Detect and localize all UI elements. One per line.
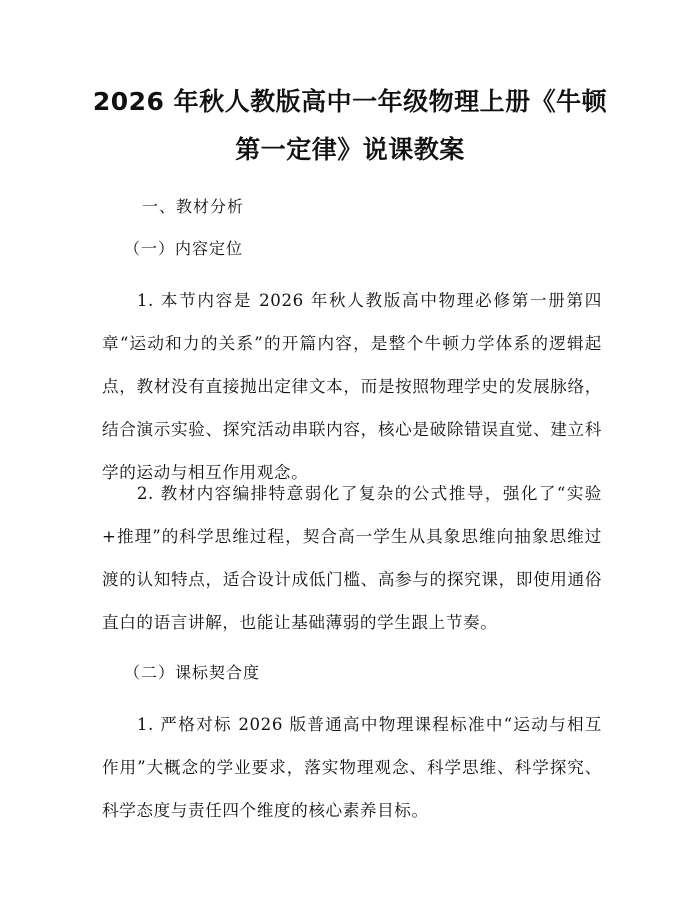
paragraph: 1. 本节内容是 2026 年秋人教版高中物理必修第一册第四章“运动和力的关系”的开篇内容，是整个牛顿力学体系的逻辑起点，教材没有直接抛出定律文本，而是按照物理学史的发展脉络，结合演示实验、探究活动串联内容，核心是破除错误直觉、建立科学的运动与相互作用观念。: [102, 291, 602, 482]
section-heading-textbook-analysis: 一、教材分析: [142, 197, 245, 216]
document-title-line-1: 2026 年秋人教版高中一年级物理上册《牛顿: [92, 87, 608, 116]
subsection-heading-curriculum-fit: （二）课标契合度: [124, 663, 261, 682]
paragraph: 1. 严格对标 2026 版普通高中物理课程标准中“运动与相互作用”大概念的学业要求，落实物理观念、科学思维、科学探究、科学态度与责任四个维度的核心素养目标。: [102, 715, 602, 820]
paragraph: 2. 教材内容编排特意弱化了复杂的公式推导，强化了“实验+推理”的科学思维过程，契合高一学生从具象思维向抽象思维过渡的认知特点，适合设计成低门槛、高参与的探究课，即使用通俗直白的语言讲解，也能让基础薄弱的学生跟上节奏。: [102, 484, 602, 632]
subsection-heading-content-positioning: （一）内容定位: [124, 239, 244, 258]
document-title-line-2: 第一定律》说课教案: [235, 135, 465, 164]
